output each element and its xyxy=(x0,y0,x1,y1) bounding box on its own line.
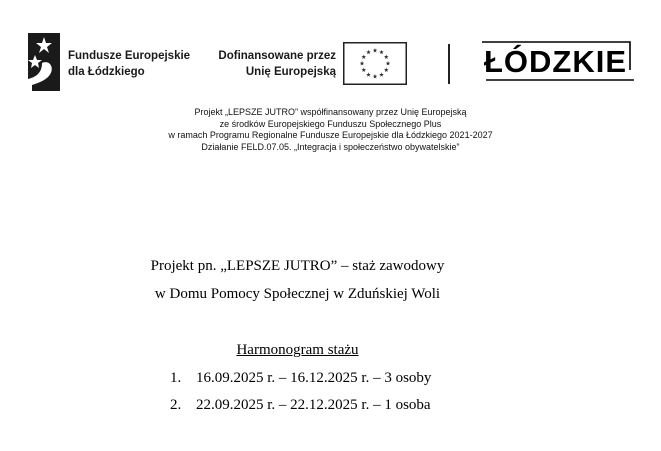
schedule-item xyxy=(170,396,431,423)
project-funding-info xyxy=(0,107,661,153)
funding-info-line-4: Działanie FELD.07.05. „Integracja i społeczeństwo obywatelskie” xyxy=(201,141,460,152)
logo-divider xyxy=(448,44,450,84)
eu-cofinanced-line-1: Dofinansowane przez xyxy=(218,50,336,62)
schedule-item-text: 16.09.2025 r. – 16.12.2025 r. – 3 osoby xyxy=(196,370,432,386)
schedule-item xyxy=(170,369,431,396)
schedule-item-text: 22.09.2025 r. – 22.12.2025 r. – 1 osoba xyxy=(196,397,431,413)
schedule-list xyxy=(170,369,431,423)
funds-logo-line-2: dla Łódzkiego xyxy=(68,66,145,78)
logo-bar xyxy=(0,0,661,100)
schedule-item-number: 1. xyxy=(170,370,182,386)
document-title-line-1: Projekt pn. „LEPSZE JUTRO” – staż zawodowy xyxy=(150,258,445,274)
funds-logo-text xyxy=(68,48,190,80)
schedule-heading: Harmonogram stażu xyxy=(236,342,359,358)
document-title-line-2: w Domu Pomocy Społecznej w Zduńskiej Woli xyxy=(154,286,441,302)
funds-logo-icon xyxy=(28,33,60,91)
funds-logo-line-1: Fundusze Europejskie xyxy=(68,50,191,62)
funding-info-line-3: w ramach Programu Regionalne Fundusze Europejskie dla Łódzkiego 2021-2027 xyxy=(168,130,493,140)
eu-cofinanced-line-2: Unię Europejską xyxy=(245,66,336,78)
eu-cofinanced-text xyxy=(214,48,336,80)
eu-flag-icon xyxy=(343,42,407,85)
funding-info-line-2: ze środków Europejskiego Funduszu Społecznego Plus xyxy=(219,118,442,129)
schedule-item-number: 2. xyxy=(170,397,182,413)
region-logo-text: ŁÓDZKIE xyxy=(484,44,628,79)
funding-info-line-1: Projekt „LEPSZE JUTRO” współfinansowany przez Unię Europejską xyxy=(194,107,467,117)
